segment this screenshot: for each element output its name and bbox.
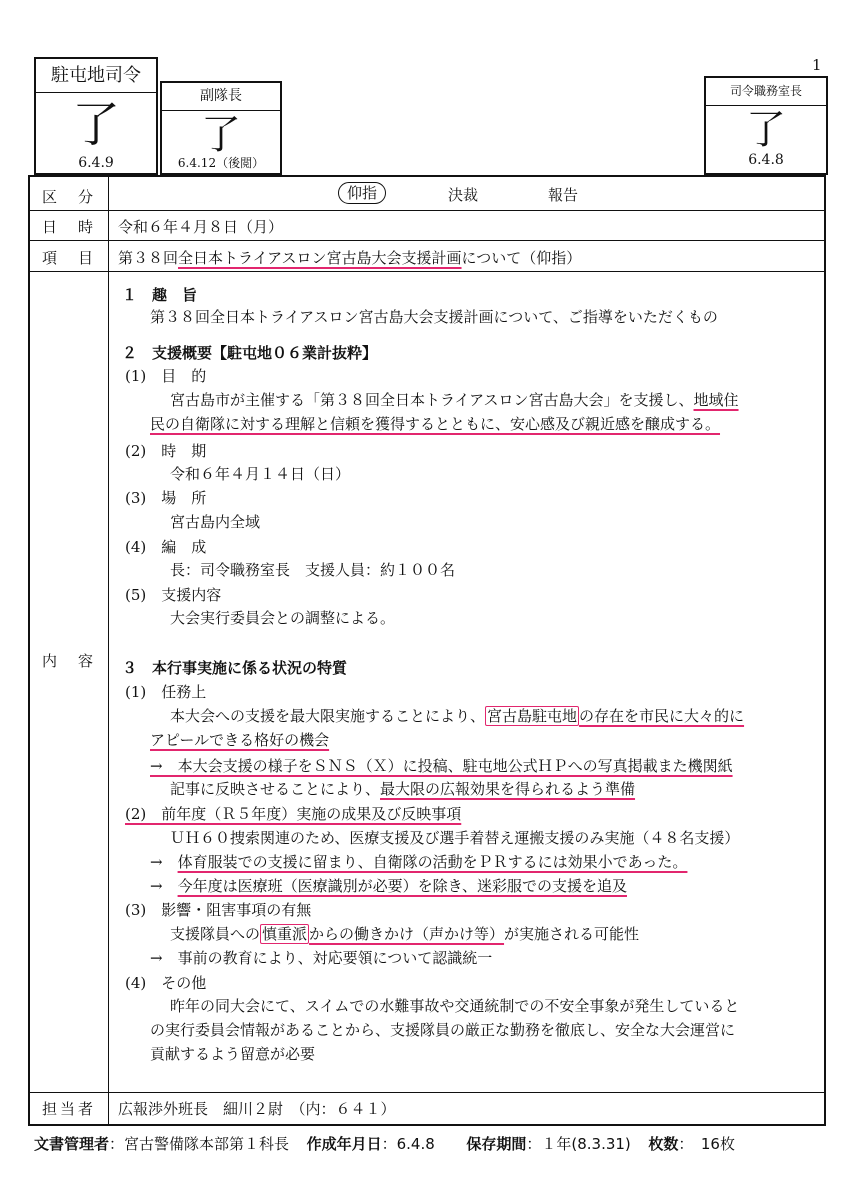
- person-in-charge-value: 広報渉外班長 細川２尉 （内：６４１）: [118, 1100, 396, 1118]
- approval-stamp-deputy: [160, 81, 282, 175]
- footer-retention-value: ：１年(8.3.31): [526, 1135, 631, 1153]
- section-2-5-text: 大会実行委員会との調整による。: [170, 609, 396, 627]
- section-3-4-heading: (4) その他: [125, 974, 207, 992]
- section-2-1-heading: (1) 目 的: [125, 367, 207, 385]
- row-divider: [28, 210, 826, 211]
- approval-stamp-commander: [34, 57, 158, 175]
- row-divider: [28, 271, 826, 272]
- stamp-date: 6.4.12（後閲）: [177, 156, 265, 170]
- footer-sheets-value: ： 16枚: [678, 1135, 735, 1153]
- section-2-1-line: 民の自衛隊に対する理解と信頼を獲得するとともに、安心感及び親近感を醸成する。: [150, 415, 721, 433]
- approval-stamp-office-chief: [704, 76, 828, 175]
- section-3-4-line: 昨年の同大会にて、スイムでの水難事故や交通統制での不安全事象が発生していると: [170, 997, 740, 1015]
- section-2-2-text: 令和６年４月１４日（日）: [170, 465, 351, 483]
- stamp-title: 副隊長: [162, 83, 280, 111]
- section-3-1-line: 記事に反映させることにより、最大限の広報効果を得られるよう準備: [170, 780, 636, 798]
- section-2-2-heading: (2) 時 期: [125, 442, 207, 460]
- footer-created-key: 作成年月日: [306, 1135, 382, 1153]
- section-3-4-line: 貢献するよう留意が必要: [150, 1045, 316, 1063]
- footer-manager-key: 文書管理者: [34, 1135, 110, 1153]
- stamp-mark: 了: [71, 97, 120, 153]
- stamp-title: 駐屯地司令: [36, 59, 156, 93]
- footer-created-value: ：6.4.8: [381, 1135, 435, 1153]
- label-category: 区 分: [41, 188, 96, 206]
- section-3-1-line: アピールできる格好の機会: [150, 731, 330, 749]
- stamp-mark: 了: [201, 112, 241, 158]
- section-3-2-line: → 体育服装での支援に留まり、自衛隊の活動をＰＲするには効果小であった。: [150, 853, 688, 871]
- section-3-1-line: 本大会への支援を最大限実施することにより、 宮古島駐屯地 の存在を市民に大々的に: [170, 707, 745, 725]
- section-1-text: 第３８回全日本トライアスロン宮古島大会支援計画について、ご指導をいただくもの: [150, 308, 718, 326]
- column-divider: [108, 176, 109, 1124]
- section-3-2-heading: (2) 前年度（Ｒ５年度）実施の成果及び反映事項: [125, 805, 462, 823]
- section-2-title: ２ 支援概要【駐屯地０６業計抜粋】: [122, 344, 378, 362]
- category-option-guidance: 仰指: [338, 182, 386, 204]
- page-number: 1: [812, 56, 822, 74]
- label-item: 項 目: [41, 249, 96, 267]
- category-option-report: 報告: [548, 186, 579, 204]
- item-value: 第３８回全日本トライアスロン宮古島大会支援計画について（仰指）: [118, 249, 582, 267]
- section-2-4-heading: (4) 編 成: [125, 538, 207, 556]
- row-divider: [28, 1092, 826, 1093]
- section-1-title: １ 趣 旨: [122, 286, 198, 304]
- section-2-1-line: 宮古島市が主催する「第３８回全日本トライアスロン宮古島大会」を支援し、地域住: [170, 391, 739, 409]
- section-2-4-text: 長：司令職務室長 支援人員：約１００名: [170, 561, 456, 579]
- section-3-title: ３ 本行事実施に係る状況の特質: [122, 659, 348, 677]
- section-2-3-heading: (3) 場 所: [125, 489, 207, 507]
- section-3-1-line: → 本大会支援の様子をＳＮＳ（Ｘ）に投稿、駐屯地公式ＨＰへの写真掲載また機関紙: [150, 757, 733, 775]
- footer-manager-value: ：宮古警備隊本部第１科長: [109, 1135, 290, 1153]
- section-3-3-line: 支援隊員への 慎重派 からの働きかけ（声かけ等）が実施される可能性: [170, 925, 640, 943]
- stamp-title: 司令職務室長: [706, 78, 826, 106]
- row-divider: [28, 240, 826, 241]
- section-3-3-heading: (3) 影響・阻害事項の有無: [125, 901, 312, 919]
- stamp-date: 6.4.9: [78, 155, 114, 171]
- label-date: 日 時: [41, 218, 96, 236]
- section-2-3-text: 宮古島内全域: [170, 513, 261, 531]
- section-3-2-line: → 今年度は医療班（医療識別が必要）を除き、迷彩服での支援を追及: [150, 877, 627, 895]
- section-3-4-line: の実行委員会情報があることから、支援隊員の厳正な勤務を徹底し、安全な大会運営に: [150, 1021, 736, 1039]
- date-value: 令和６年４月８日（月）: [118, 218, 284, 236]
- section-2-5-heading: (5) 支援内容: [125, 586, 222, 604]
- section-3-1-heading: (1) 任務上: [125, 683, 207, 701]
- footer-sheets-key: 枚数: [648, 1135, 679, 1153]
- label-content: 内 容: [41, 652, 96, 670]
- label-person-in-charge: 担当者: [41, 1100, 96, 1118]
- stamp-mark: 了: [746, 107, 786, 153]
- section-3-3-line: → 事前の教育により、対応要領について認識統一: [150, 949, 493, 967]
- footer-retention-key: 保存期間: [466, 1135, 527, 1153]
- category-option-decision: 決裁: [448, 186, 479, 204]
- stamp-date: 6.4.8: [748, 152, 784, 168]
- document-footer: [34, 1133, 735, 1154]
- section-3-2-line: ＵＨ６０捜索関連のため、医療支援及び選手着替え運搬支援のみ実施（４８名支援）: [170, 829, 740, 847]
